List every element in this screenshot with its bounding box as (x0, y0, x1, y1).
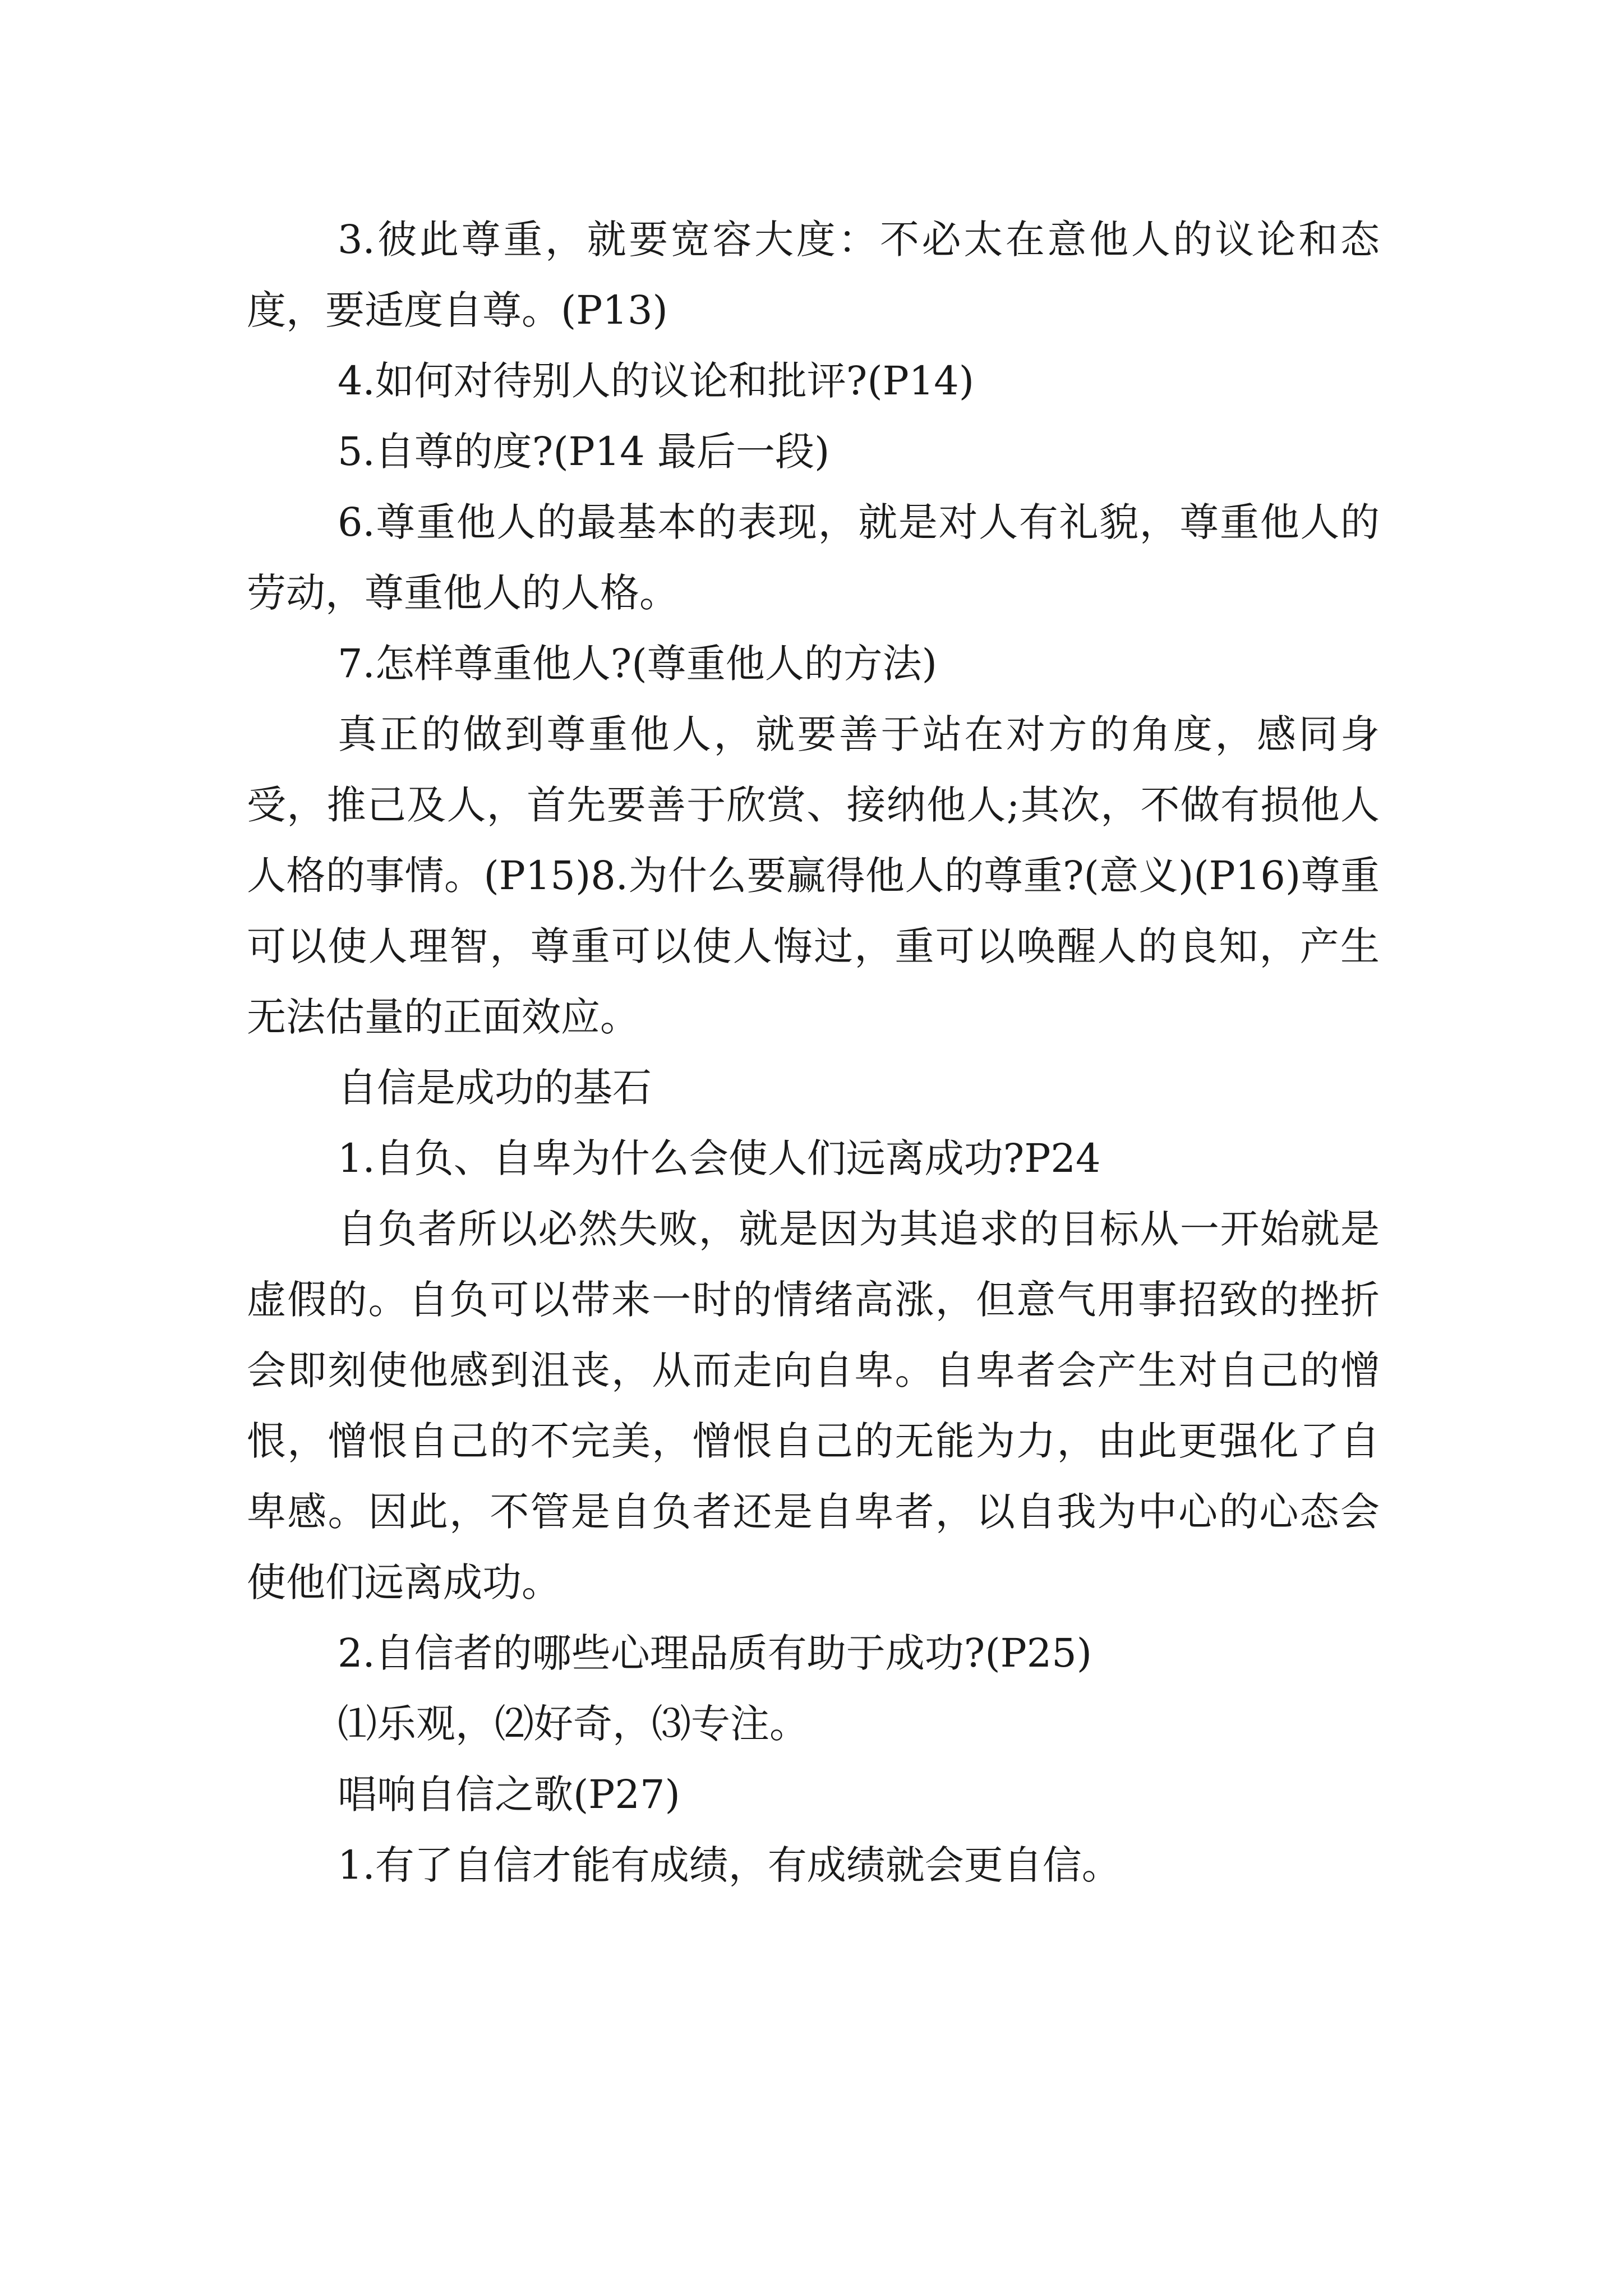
paragraph-self-respect-degree: 5.自尊的度?(P14 最后一段) (338, 429, 830, 475)
paragraph-arrogance-explanation: 自负者所以必然失败，就是因为其追求的目标从一开始就是虚假的。自负可以带来一时的情绪高涨，但意气用事招致的挫折会即刻使他感到沮丧，从而走向自卑。自卑者会产生对自己的憎恨，憎恨自己的不完美，憎恨自己的无能为力，由此更强化了自卑感。因此，不管是自负者还是自卑者，以自我为中心的心态会使他们远离成功。 (247, 1206, 1380, 1605)
paragraph-respect-tolerance: 3.彼此尊重，就要宽容大度：不必太在意他人的议论和态度，要适度自尊。(P13) (247, 217, 1380, 333)
paragraph-respect-methods: 真正的做到尊重他人，就要善于站在对方的角度，感同身受，推己及人，首先要善于欣赏、接纳他人;其次，不做有损他人人格的事情。(P15)8.为什么要赢得他人的尊重?(意义)(P16)尊重可以使人理智，尊重可以使人悔过，重可以唤醒人的良知，产生无法估量的正面效应。 (247, 711, 1380, 1040)
section-heading-confidence: 自信是成功的基石 (338, 1065, 652, 1111)
document-body (247, 204, 1380, 1901)
paragraph-arrogance-question: 1.自负、自卑为什么会使人们远离成功?P24 (338, 1135, 1101, 1181)
paragraph-qualities-list: ⑴乐观，⑵好奇，⑶专注。 (338, 1701, 809, 1747)
paragraph-how-to-respect: 7.怎样尊重他人?(尊重他人的方法) (338, 641, 937, 687)
paragraph-criticism-question: 4.如何对待别人的议论和批评?(P14) (338, 358, 975, 404)
paragraph-basic-respect: 6.尊重他人的最基本的表现，就是对人有礼貌，尊重他人的劳动，尊重他人的人格。 (247, 499, 1380, 616)
paragraph-confident-qualities: 2.自信者的哪些心理品质有助于成功?(P25) (338, 1630, 1092, 1676)
section-heading-confidence-song: 唱响自信之歌(P27) (338, 1772, 680, 1818)
paragraph-confidence-achievement: 1.有了自信才能有成绩，有成绩就会更自信。 (338, 1842, 1121, 1888)
